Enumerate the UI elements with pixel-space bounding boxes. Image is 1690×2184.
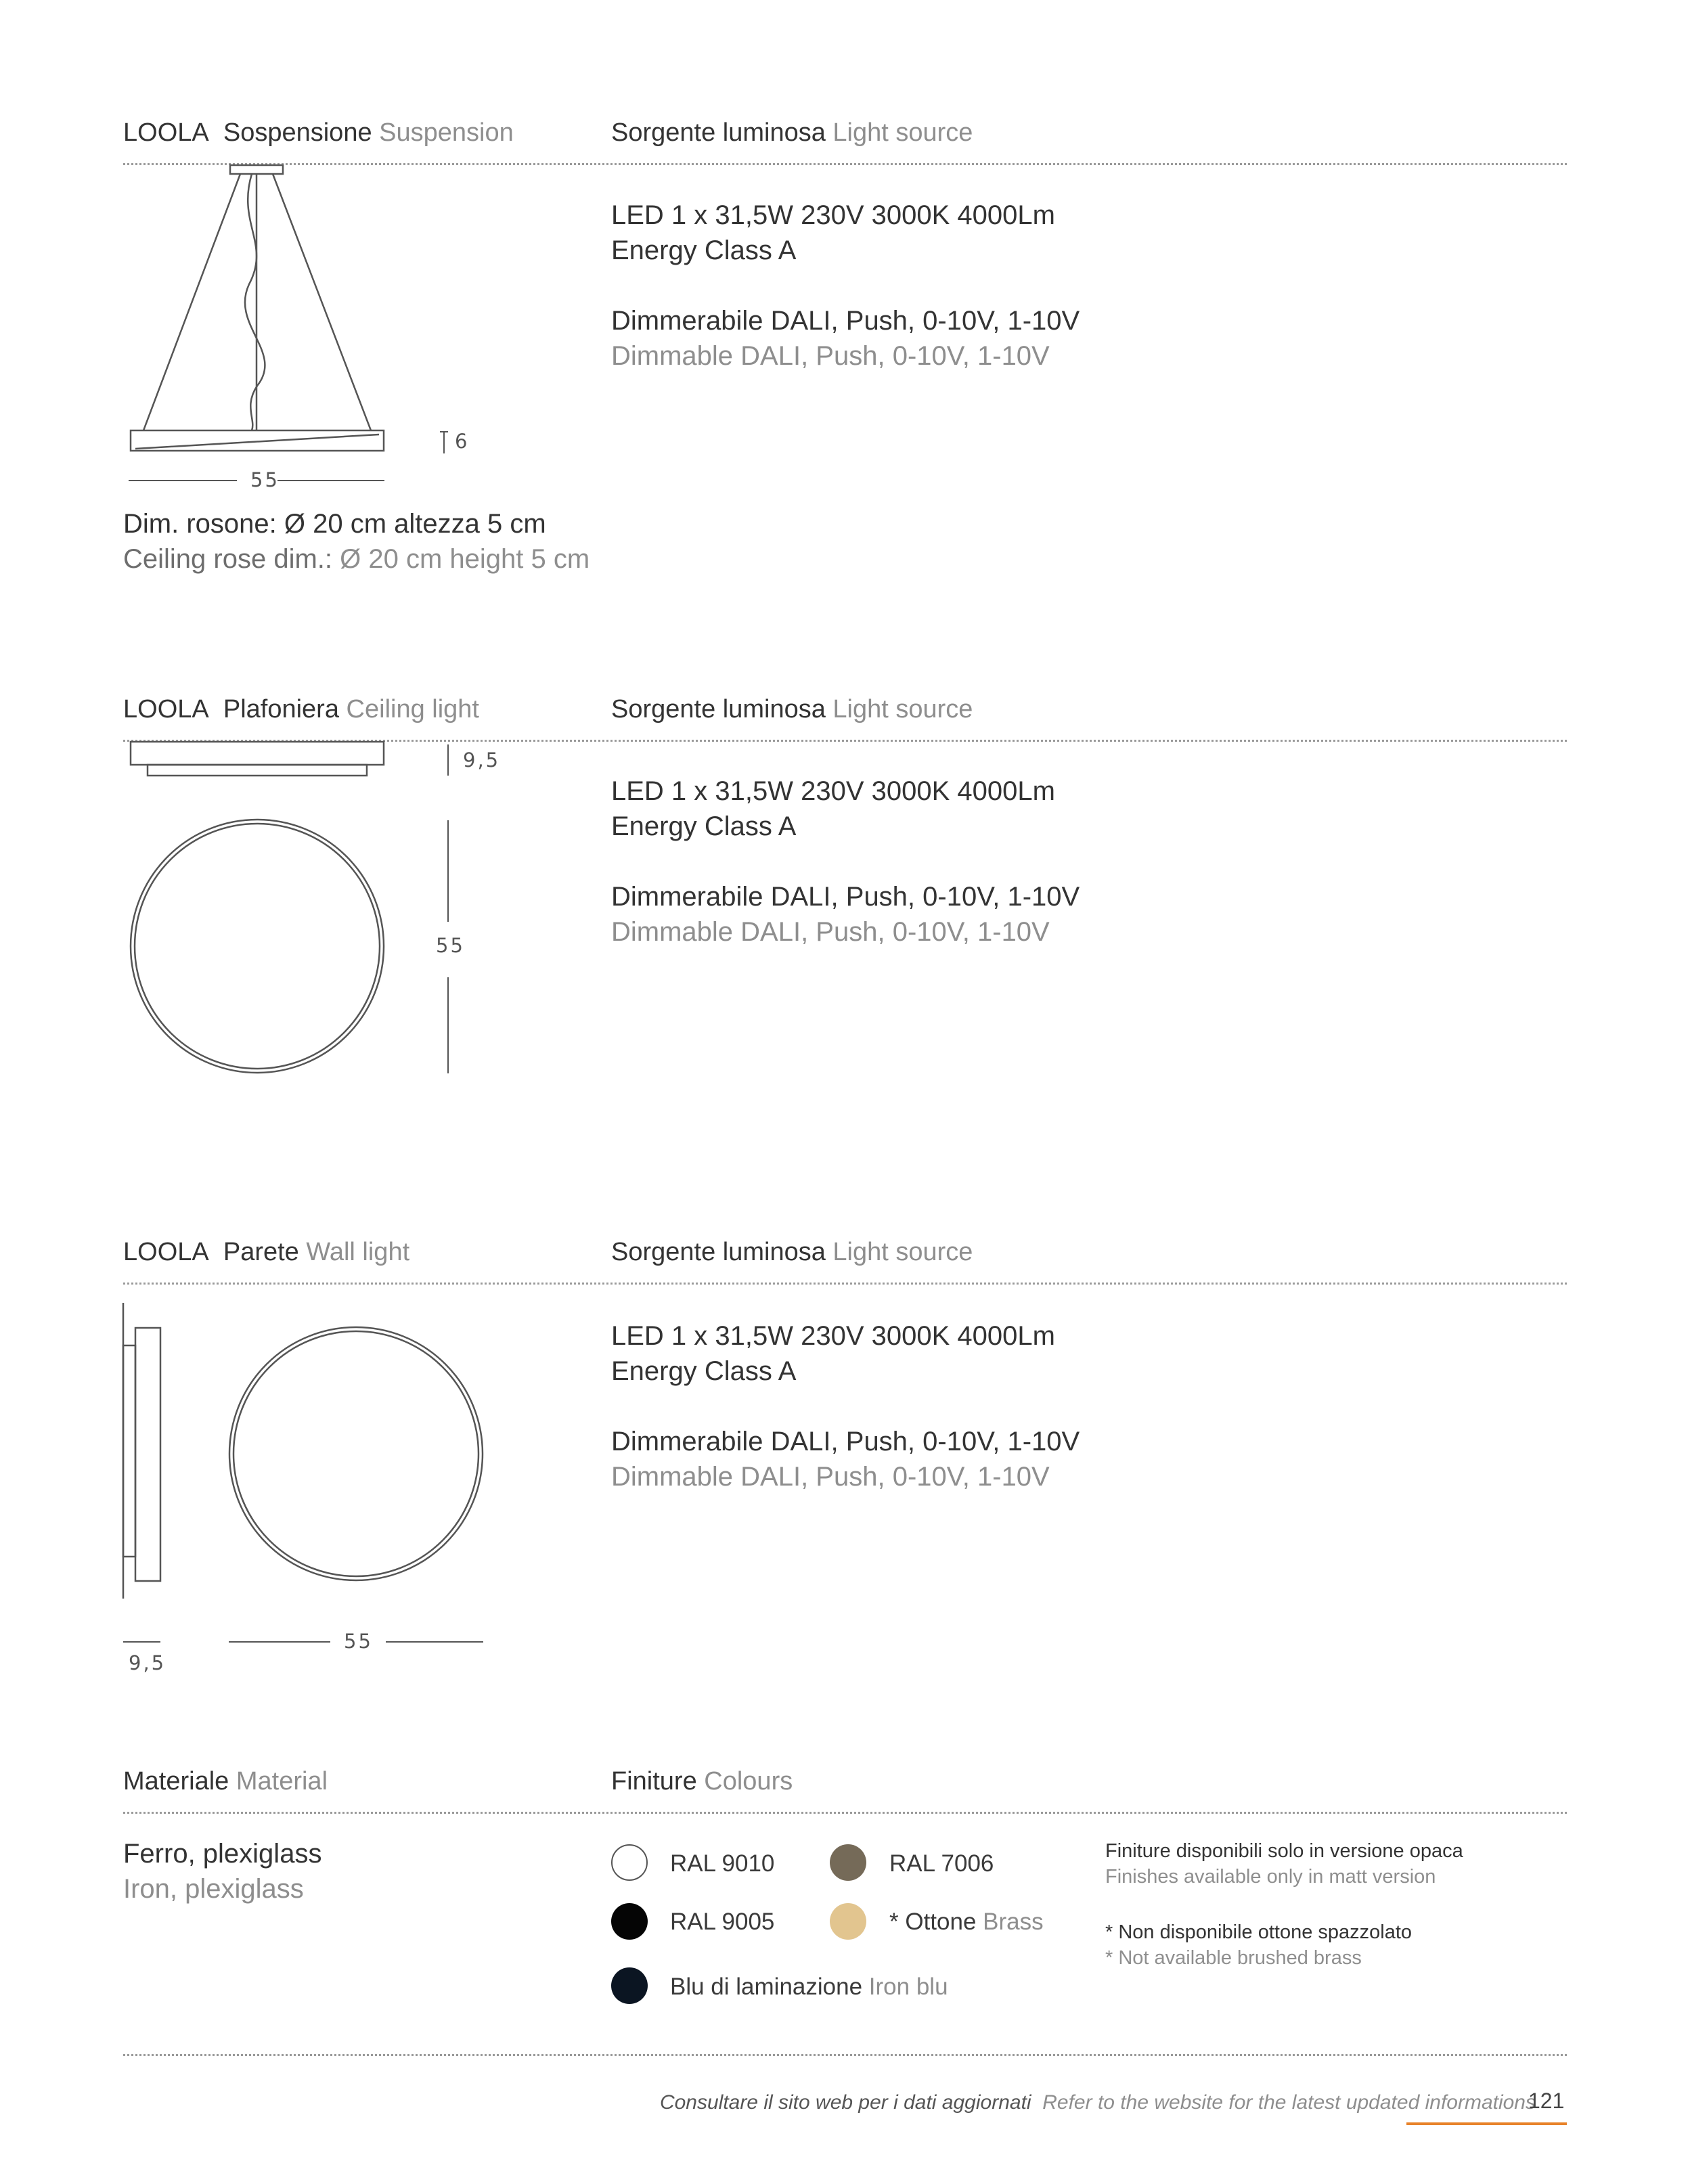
product-name: LOOLA xyxy=(123,695,209,723)
dim-depth: 9,5 xyxy=(463,749,501,772)
swatch-ral-9010 xyxy=(611,1844,648,1881)
material-heading-it: Materiale xyxy=(123,1767,229,1796)
dimmable-en: Dimmable DALI, Push, 0-10V, 1-10V xyxy=(611,1462,1050,1492)
dimmable-it: Dimmerabile DALI, Push, 0-10V, 1-10V xyxy=(611,882,1080,912)
finish-note-it: Finiture disponibili solo in versione opaca xyxy=(1105,1840,1463,1862)
divider xyxy=(123,1812,1567,1814)
swatch-label-en: Iron blu xyxy=(868,1974,948,2000)
light-source-heading xyxy=(611,1236,973,1268)
finishes-heading-it: Finiture xyxy=(611,1767,697,1796)
finishes-heading xyxy=(611,1766,793,1797)
finishes-heading-en: Colours xyxy=(704,1767,793,1796)
rose-value-en: Ø 20 cm height 5 cm xyxy=(340,544,590,574)
type-en: Suspension xyxy=(379,118,514,147)
page-number: 121 xyxy=(1528,2089,1565,2113)
rose-label-it: Dim. rosone: xyxy=(123,509,277,539)
dim-width: 55 xyxy=(250,468,280,491)
spec-line-1: LED 1 x 31,5W 230V 3000K 4000Lm xyxy=(611,1321,1055,1351)
light-it: Sorgente luminosa xyxy=(611,118,826,147)
spec-line-1: LED 1 x 31,5W 230V 3000K 4000Lm xyxy=(611,200,1055,230)
finish-note-en: Finishes available only in matt version xyxy=(1105,1866,1436,1888)
type-en: Ceiling light xyxy=(346,695,479,723)
footer-text-en: Refer to the website for the latest updated informations xyxy=(1042,2091,1536,2114)
spec-line-1: LED 1 x 31,5W 230V 3000K 4000Lm xyxy=(611,776,1055,806)
dimmable-en: Dimmable DALI, Push, 0-10V, 1-10V xyxy=(611,917,1050,947)
brass-note-it: * Non disponibile ottone spazzolato xyxy=(1105,1921,1413,1943)
swatch-label-en: Brass xyxy=(983,1909,1044,1935)
wall-light-drawing xyxy=(0,0,514,1678)
type-it: Sospensione xyxy=(223,118,372,147)
swatch-label: RAL 9005 xyxy=(670,1909,775,1935)
type-en: Wall light xyxy=(306,1238,410,1266)
dim-diameter: 55 xyxy=(344,1630,373,1653)
footer-text xyxy=(660,2091,1536,2114)
material-value-it: Ferro, plexiglass xyxy=(123,1839,322,1869)
energy-class: Energy Class A xyxy=(611,811,797,841)
swatch-label xyxy=(670,1972,948,2002)
swatch-brass xyxy=(830,1903,866,1940)
dim-height: 6 xyxy=(455,430,470,453)
energy-class: Energy Class A xyxy=(611,236,797,265)
material-heading-en: Material xyxy=(236,1767,328,1796)
material-value-en: Iron, plexiglass xyxy=(123,1874,304,1904)
rose-value-it: Ø 20 cm altezza 5 cm xyxy=(284,509,546,539)
light-source-heading xyxy=(611,694,973,725)
dimmable-en: Dimmable DALI, Push, 0-10V, 1-10V xyxy=(611,341,1050,371)
product-name: LOOLA xyxy=(123,118,209,147)
light-it: Sorgente luminosa xyxy=(611,1238,826,1266)
material-heading xyxy=(123,1766,328,1797)
light-source-heading xyxy=(611,117,973,148)
product-name: LOOLA xyxy=(123,1238,209,1266)
energy-class: Energy Class A xyxy=(611,1356,797,1386)
dimmable-it: Dimmerabile DALI, Push, 0-10V, 1-10V xyxy=(611,1427,1080,1456)
footer-divider xyxy=(123,2054,1567,2056)
light-en: Light source xyxy=(832,695,973,723)
footer-accent-bar xyxy=(1406,2122,1567,2125)
swatch-label: RAL 7006 xyxy=(889,1850,994,1877)
type-it: Parete xyxy=(223,1238,299,1266)
light-it: Sorgente luminosa xyxy=(611,695,826,723)
swatch-label-it: Blu di laminazione xyxy=(670,1974,863,2000)
swatch-iron-blue xyxy=(611,1967,648,2004)
swatch-ral-9005 xyxy=(611,1903,648,1940)
dim-diameter: 55 xyxy=(436,934,465,957)
footer-text-it: Consultare il sito web per i dati aggiornati xyxy=(659,2091,1031,2114)
light-en: Light source xyxy=(832,1238,973,1266)
rose-label-en: Ceiling rose dim.: xyxy=(123,544,333,574)
swatch-label-it: * Ottone xyxy=(889,1909,977,1935)
swatch-label: RAL 9010 xyxy=(670,1850,775,1877)
dim-depth: 9,5 xyxy=(129,1651,166,1674)
type-it: Plafoniera xyxy=(223,695,339,723)
swatch-label xyxy=(889,1907,1044,1937)
brass-note-en: * Not available brushed brass xyxy=(1105,1947,1362,1969)
swatch-ral-7006 xyxy=(830,1844,866,1881)
dimmable-it: Dimmerabile DALI, Push, 0-10V, 1-10V xyxy=(611,306,1080,336)
light-en: Light source xyxy=(832,118,973,147)
